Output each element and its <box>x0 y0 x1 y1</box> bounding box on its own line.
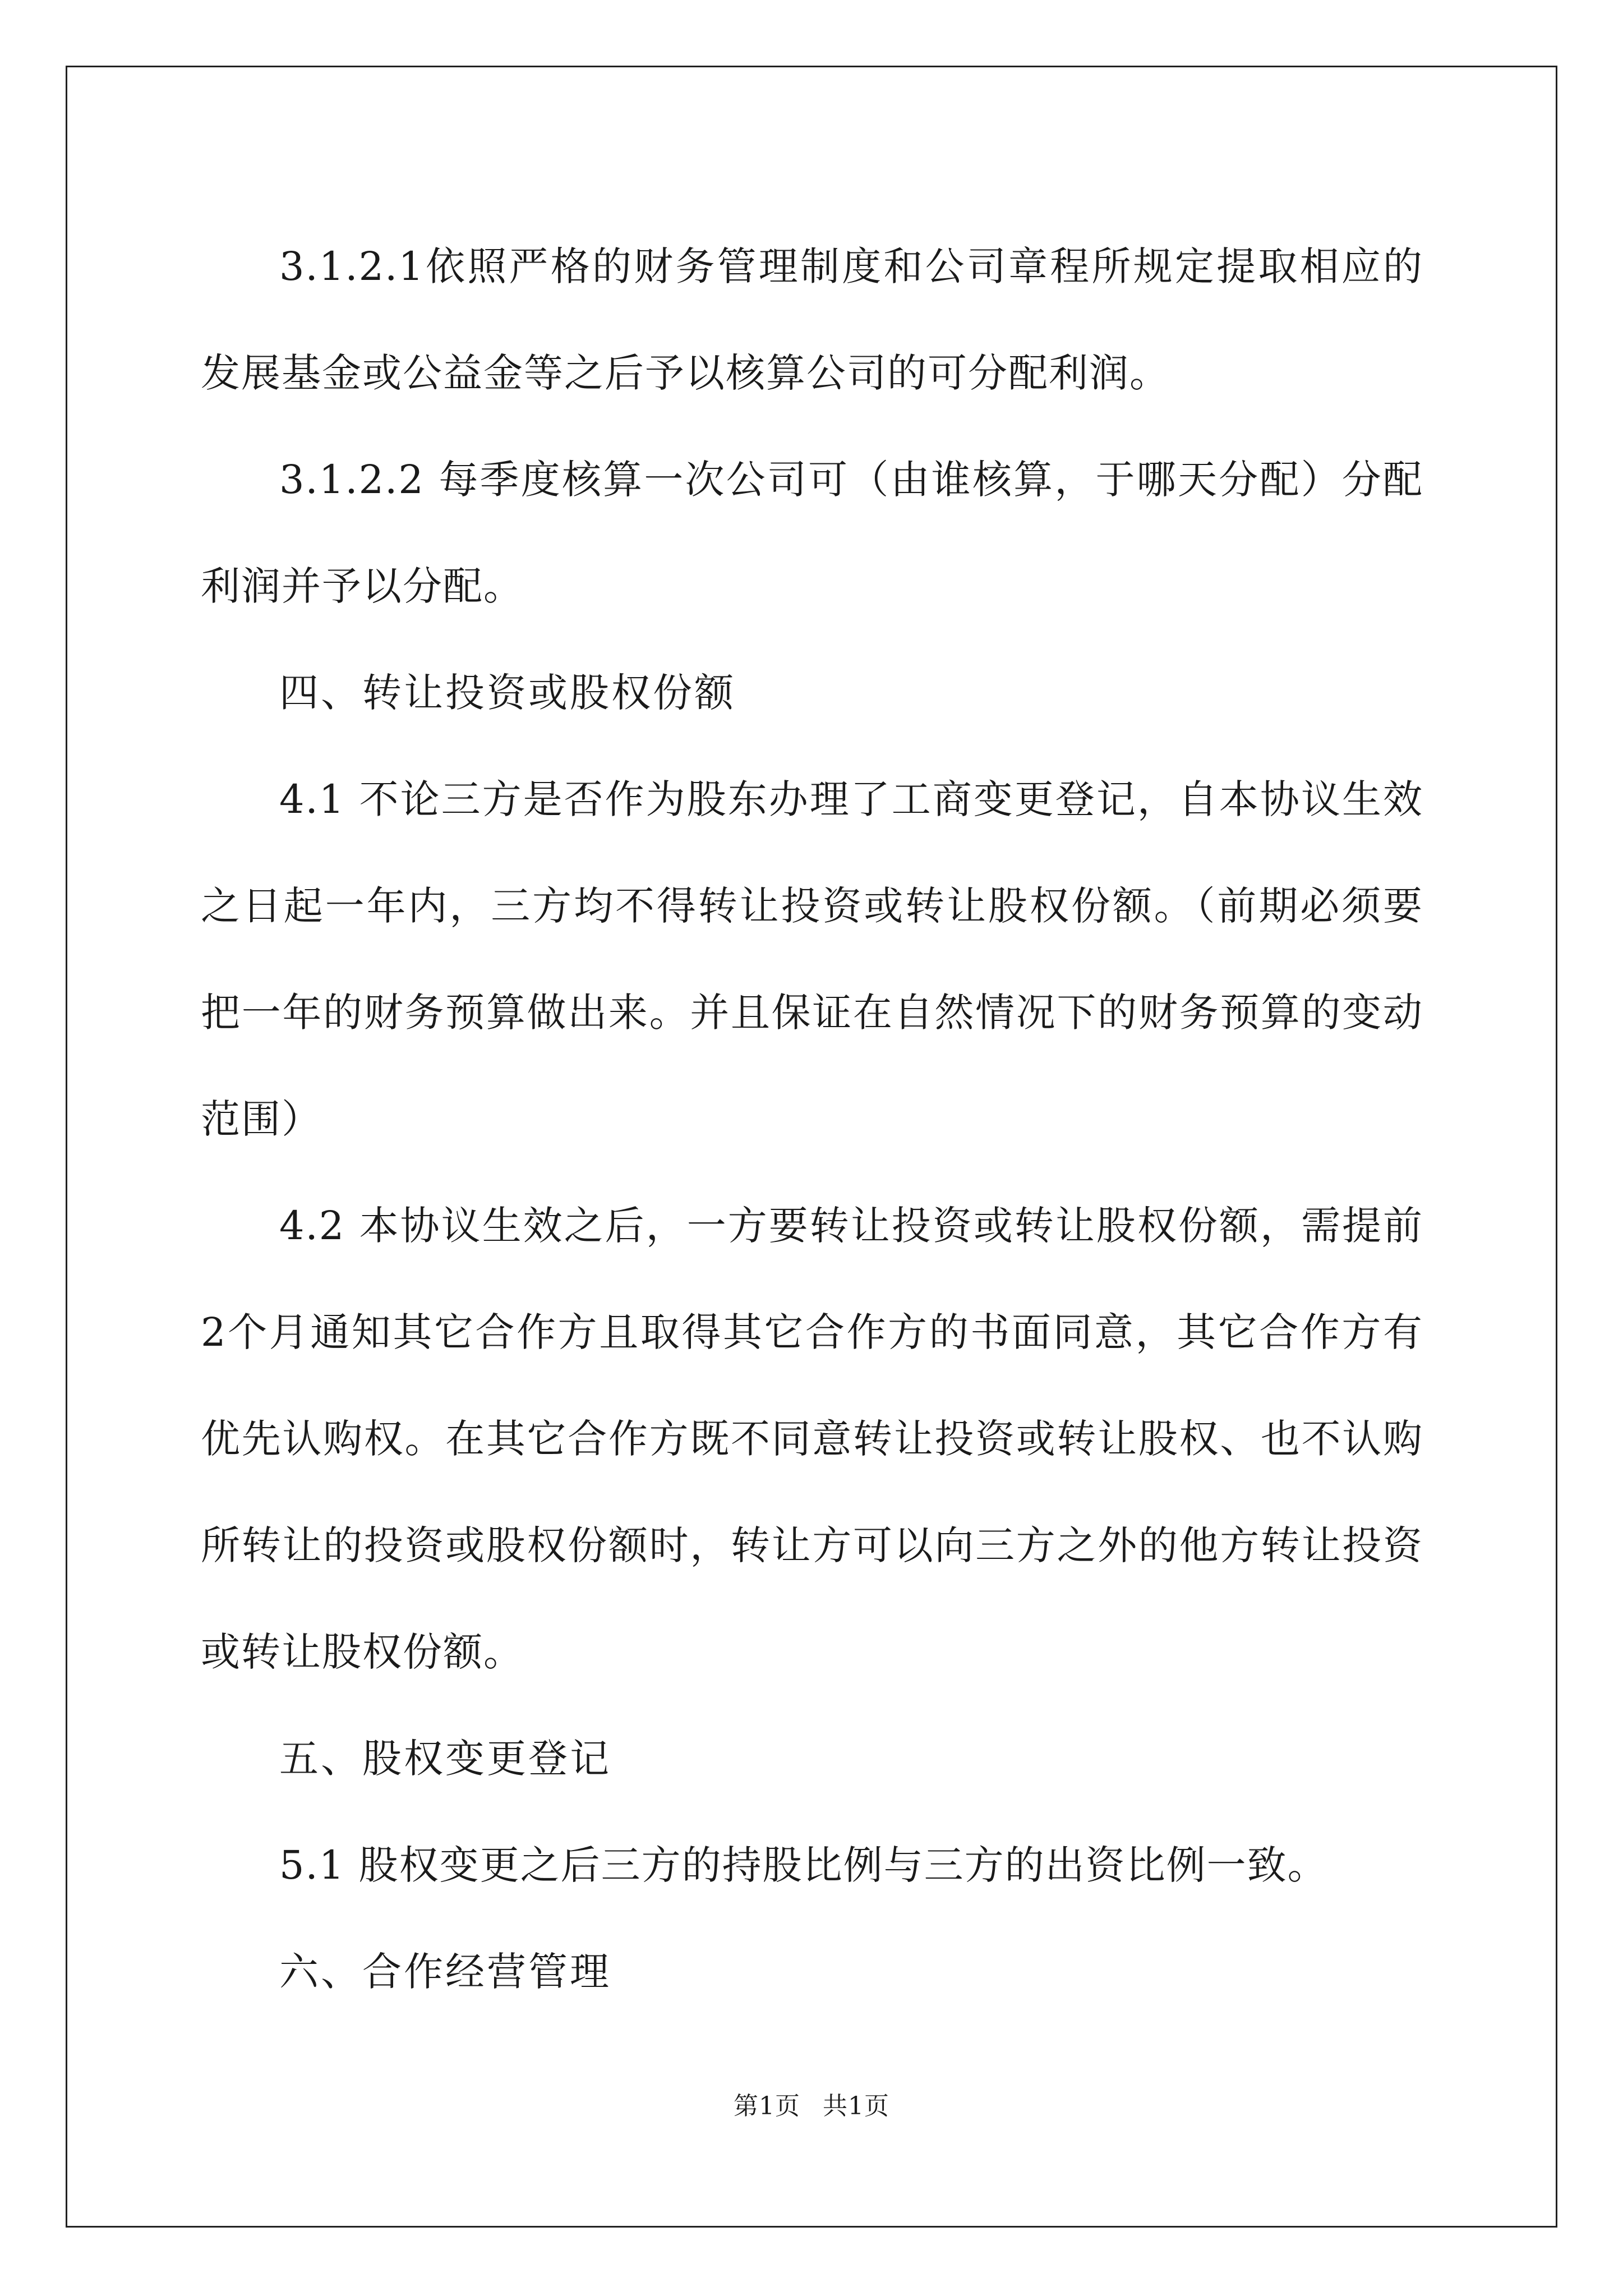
document-body <box>201 213 1423 2025</box>
paragraph-4-1: 4.1 不论三方是否作为股东办理了工商变更登记，自本协议生效之日起一年内，三方均不得转让投资或转让股权份额。（前期必须要把一年的财务预算做出来。并且保证在自然情况下的财务预算的变动范围） <box>201 776 1423 1142</box>
page-number-total: 共1页 <box>823 2092 889 2120</box>
section-heading-4: 四、转让投资或股权份额 <box>279 670 736 716</box>
section-heading-6: 六、合作经营管理 <box>279 1949 611 1995</box>
paragraph-3-1-2-2: 3.1.2.2 每季度核算一次公司可（由谁核算，于哪天分配）分配利润并予以分配。 <box>201 457 1423 609</box>
page-footer <box>0 2086 1623 2122</box>
page-number-current: 第1页 <box>734 2092 800 2120</box>
section-heading-5: 五、股权变更登记 <box>279 1736 611 1782</box>
paragraph-5-1: 5.1 股权变更之后三方的持股比例与三方的出资比例一致。 <box>279 1842 1328 1888</box>
paragraph-4-2: 4.2 本协议生效之后，一方要转让投资或转让股权份额，需提前2个月通知其它合作方且取得其它合作方的书面同意，其它合作方有优先认购权。在其它合作方既不同意转让投资或转让股权、也不认购所转让的投资或股权份额时，转让方可以向三方之外的他方转让投资或转让股权份额。 <box>201 1203 1423 1675</box>
paragraph-3-1-2-1: 3.1.2.1依照严格的财务管理制度和公司章程所规定提取相应的发展基金或公益金等之后予以核算公司的可分配利润。 <box>201 243 1423 396</box>
